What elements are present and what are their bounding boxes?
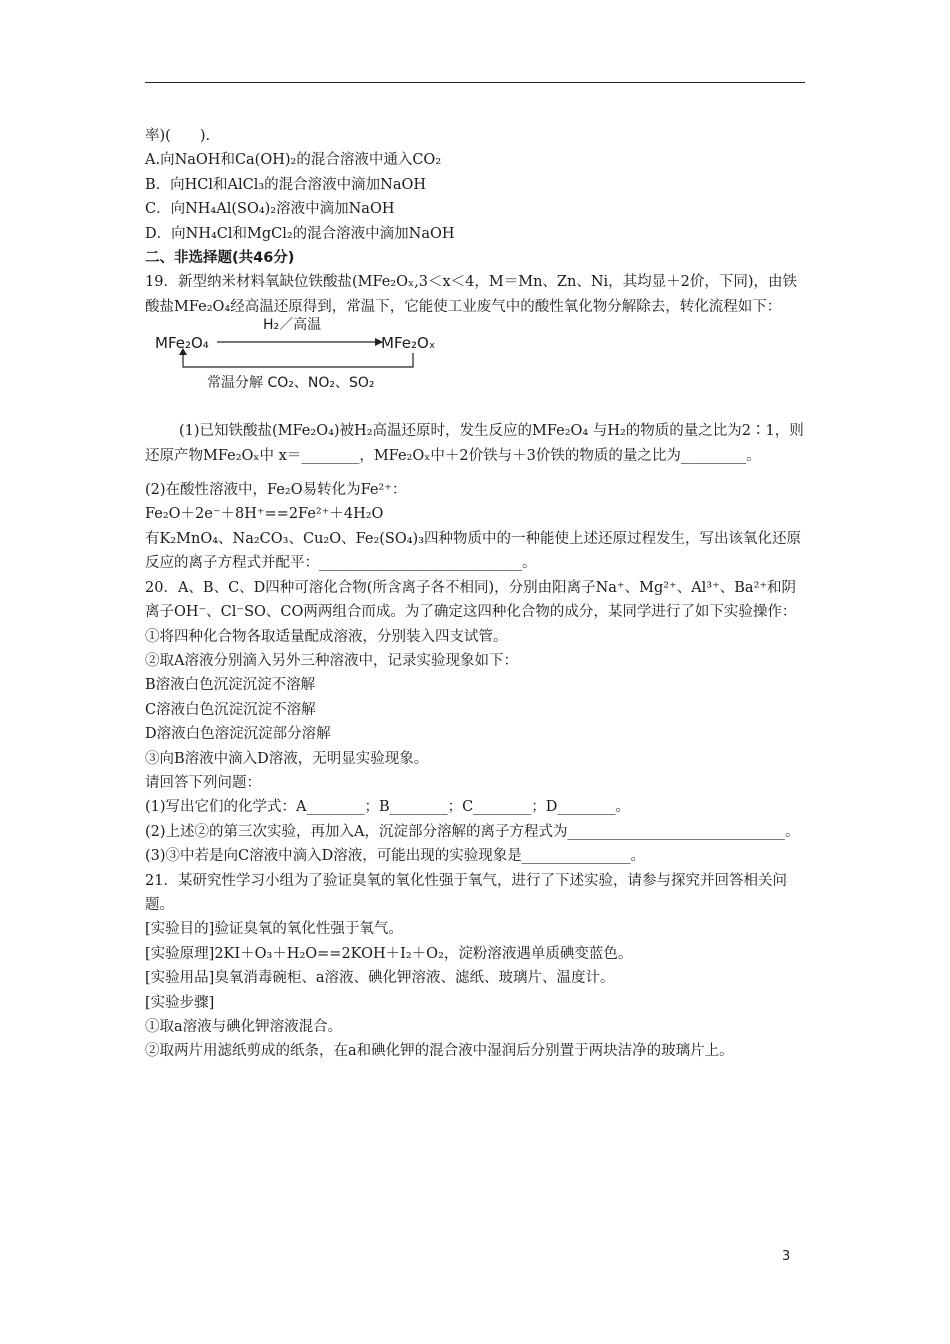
experiment-step-1: ①取a溶液与碘化钾溶液混合。 bbox=[145, 1019, 343, 1035]
question-21-intro: 21．某研究性学习小组为了验证臭氧的氧化性强于氧气，进行了下述实验，请参与探究并回答相关问题。 bbox=[145, 872, 787, 913]
observation-b: B溶液白色沉淀沉淀不溶解 bbox=[145, 677, 316, 694]
equation: Fe₂O＋2e⁻＋8H⁺==2Fe²⁺＋4H₂O bbox=[145, 506, 384, 523]
flow-condition-bottom: 常温分解 CO₂、NO₂、SO₂ bbox=[207, 375, 375, 392]
document-body bbox=[145, 124, 810, 1064]
option-a: A.向NaOH和Ca(OH)₂的混合溶液中通入CO₂ bbox=[145, 152, 442, 169]
option-d: D．向NH₄Cl和MgCl₂的混合溶液中滴加NaOH bbox=[145, 225, 455, 242]
question-19-part-2-prompt: 有K₂MnO₄、Na₂CO₃、Cu₂O、Fe₂(SO₄)₃四种物质中的一种能使上述还原过程发生，写出该氧化还原反应的离子方程式并配平：____________________________。 bbox=[145, 530, 802, 572]
observation-d: D溶液白色溶淀沉淀部分溶解 bbox=[145, 726, 331, 743]
flow-product: MFe₂Oₓ bbox=[381, 334, 436, 353]
header-rule bbox=[145, 82, 805, 83]
question-20-intro: 20．A、B、C、D四种可溶化合物(所含离子各不相同)，分别由阳离子Na⁺、Mg²⁺、Al³⁺、Ba²⁺和阴离子OH⁻、Cl⁻SO、CO两两组合而成。为了确定这四种化合物的成分，某同学进行了如下实验操作： bbox=[145, 579, 797, 621]
question-20-part-2: (2)上述②的第三次实验，再加入A，沉淀部分溶解的离子方程式为______________________________。 bbox=[145, 823, 800, 840]
flow-condition-top: H₂／高温 bbox=[263, 317, 322, 334]
option-c: C．向NH₄Al(SO₄)₂溶液中滴加NaOH bbox=[145, 201, 395, 218]
step-2: ②取A溶液分别滴入另外三种溶液中，记录实验现象如下： bbox=[145, 652, 518, 669]
step-3: ③向B溶液中滴入D溶液，无明显实验现象。 bbox=[145, 750, 429, 767]
question-19-part-1: (1)已知铁酸盐(MFe₂O₄)被H₂高温还原时，发生反应的MFe₂O₄ 与H₂的物质的量之比为2∶1，则还原产物MFe₂Oₓ中 x＝________，MFe₂Oₓ中＋2价铁与＋3价铁的物质的量之比为_________。 bbox=[145, 423, 804, 464]
conversion-flow-diagram bbox=[155, 317, 455, 405]
text-line: 率)( ). bbox=[145, 128, 211, 144]
experiment-step-2: ②取两片用滤纸剪成的纸条，在a和碘化钾的混合液中湿润后分别置于两块洁净的玻璃片上。 bbox=[145, 1043, 734, 1060]
question-20-part-1: (1)写出它们的化学式：A________；B________；C________；D________。 bbox=[145, 799, 630, 816]
question-20-part-3: (3)③中若是向C溶液中滴入D溶液，可能出现的实验现象是_______________。 bbox=[145, 848, 646, 865]
section-heading: 二、非选择题(共46分) bbox=[145, 250, 295, 267]
question-19-part-2: (2)在酸性溶液中，Fe₂O易转化为Fe²⁺： bbox=[145, 482, 407, 499]
experiment-purpose: [实验目的]验证臭氧的氧化性强于氧气。 bbox=[145, 921, 403, 938]
question-19-intro: 19．新型纳米材料氧缺位铁酸盐(MFe₂Oₓ,3＜x＜4，M＝Mn、Zn、Ni，其均显＋2价，下同)，由铁酸盐MFe₂O₄经高温还原得到，常温下，它能使工业废气中的酸性氧化物分解除去，转化流程如下： bbox=[145, 274, 798, 315]
page-number: 3 bbox=[782, 1249, 791, 1264]
flow-reactant: MFe₂O₄ bbox=[155, 334, 209, 353]
experiment-materials: [实验用品]臭氧消毒碗柜、a溶液、碘化钾溶液、滤纸、玻璃片、温度计。 bbox=[145, 970, 615, 987]
step-1: ①将四种化合物各取适量配成溶液，分别装入四支试管。 bbox=[145, 628, 508, 645]
option-b: B．向HCl和AlCl₃的混合溶液中滴加NaOH bbox=[145, 176, 427, 193]
experiment-principle: [实验原理]2KI＋O₃＋H₂O==2KOH＋I₂＋O₂，淀粉溶液遇单质碘变蓝色。 bbox=[145, 945, 633, 962]
observation-c: C溶液白色沉淀沉淀不溶解 bbox=[145, 701, 316, 718]
answer-prompt: 请回答下列问题： bbox=[145, 774, 261, 791]
experiment-steps-heading: [实验步骤] bbox=[145, 994, 215, 1011]
